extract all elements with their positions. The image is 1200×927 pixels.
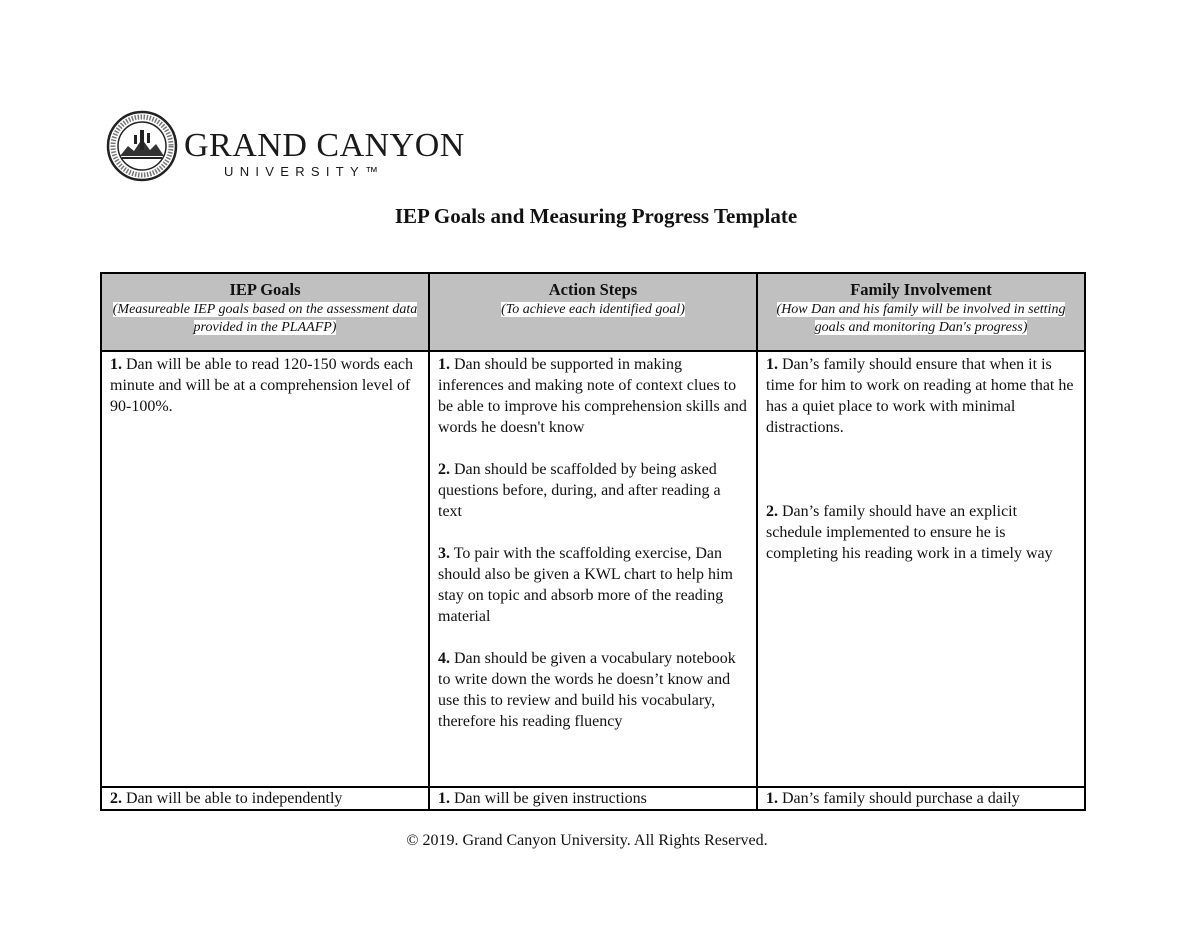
header-subtitle: (To achieve each identified goal): [501, 302, 685, 317]
actions-cell: [429, 351, 757, 787]
table-row: [101, 351, 1085, 787]
header-title: Action Steps: [548, 280, 638, 299]
table-row: [101, 787, 1085, 810]
header-title: IEP Goals: [229, 280, 301, 299]
goals-cell: [101, 351, 429, 787]
action-step-item: 3. To pair with the scaffolding exercise, Dan should also be given a KWL chart to help him stay on topic and absorb more of the reading material: [438, 545, 733, 625]
header-family-involvement: [757, 273, 1085, 351]
document-title: IEP Goals and Measuring Progress Template: [394, 204, 798, 228]
family-cell: 1. Dan’s family should purchase a daily: [757, 787, 1085, 810]
goals-cell: 2. Dan will be able to independently: [101, 787, 429, 810]
goal-item: 1. Dan will be able to read 120-150 words each minute and will be at a comprehension level of 90-100%.: [110, 356, 414, 415]
header-iep-goals: [101, 273, 429, 351]
iep-goals-table: [100, 272, 1086, 811]
action-step-item: 1. Dan should be supported in making inferences and making note of context clues to be able to improve his comprehension skills and words he doesn't know: [438, 356, 747, 436]
logo-subtitle: UNIVERSITY™: [224, 164, 385, 179]
family-cell: [757, 351, 1085, 787]
actions-cell: 1. Dan will be given instructions: [429, 787, 757, 810]
family-item: 1. Dan’s family should ensure that when it is time for him to work on reading at home that he has a quiet place to work with minimal distractions.: [766, 356, 1074, 436]
copyright-footer: © 2019. Grand Canyon University. All Rights Reserved.: [406, 832, 768, 849]
action-step-item: 4. Dan should be given a vocabulary notebook to write down the words he doesn’t know and use this to review and build his vocabulary, therefore his reading fluency: [438, 650, 736, 730]
action-step-item: 2. Dan should be scaffolded by being asked questions before, during, and after reading a text: [438, 461, 721, 520]
header-title: Family Involvement: [850, 280, 992, 299]
header-action-steps: [429, 273, 757, 351]
university-seal-icon: [106, 110, 178, 182]
table-header-row: [101, 273, 1085, 351]
header-subtitle: (Measureable IEP goals based on the assessment data provided in the PLAAFP): [112, 302, 418, 335]
logo-wordmark: GRAND CANYON: [184, 127, 465, 164]
header-subtitle: (How Dan and his family will be involved in setting goals and monitoring Dan's progress): [776, 302, 1066, 335]
family-item: 2. Dan’s family should have an explicit schedule implemented to ensure he is completing his reading work in a timely way: [766, 503, 1053, 562]
